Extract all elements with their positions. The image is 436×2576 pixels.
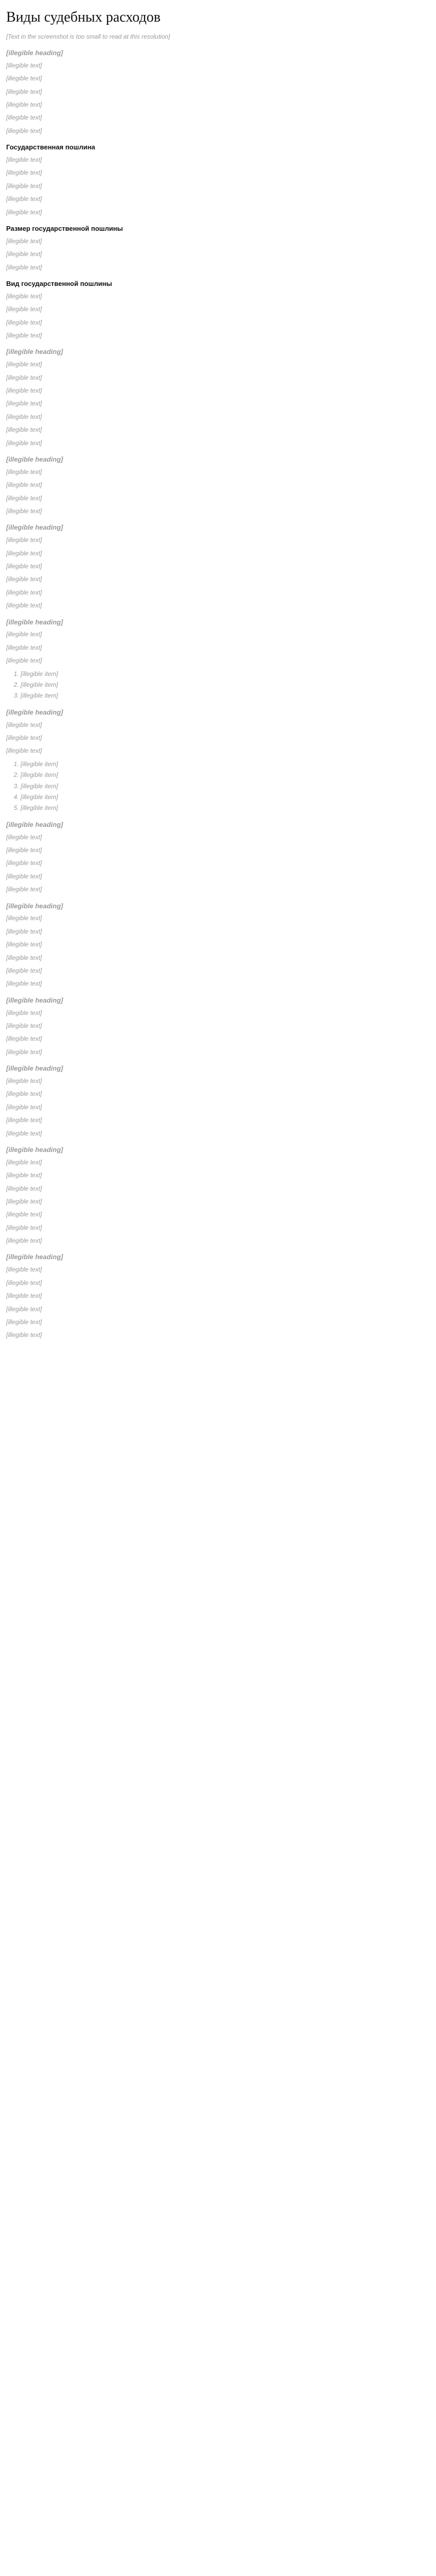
paragraph: [illegible text] xyxy=(6,182,42,190)
section-heading: [illegible heading] xyxy=(6,523,63,532)
ordered-list xyxy=(6,760,430,813)
paragraph: [illegible text] xyxy=(6,400,42,408)
section-heading: [illegible heading] xyxy=(6,708,63,716)
article-section xyxy=(6,618,430,701)
paragraph: [illegible text] xyxy=(6,195,42,203)
paragraph: [illegible text] xyxy=(6,833,42,841)
list-item: 4. [illegible item] xyxy=(21,793,430,802)
paragraph: [illegible text] xyxy=(6,1129,42,1137)
article-section xyxy=(6,1064,430,1138)
paragraph: [illegible text] xyxy=(6,1077,42,1084)
paragraph: [illegible text] xyxy=(6,88,42,95)
section-heading: [illegible heading] xyxy=(6,902,63,910)
paragraph: [illegible text] xyxy=(6,156,42,164)
paragraph: [illegible text] xyxy=(6,914,42,922)
paragraph: [illegible text] xyxy=(6,292,42,300)
paragraph: [illegible text] xyxy=(6,387,42,395)
paragraph: [illegible text] xyxy=(6,426,42,434)
paragraph: [illegible text] xyxy=(6,657,42,665)
article-section xyxy=(6,523,430,610)
section-heading: [illegible heading] xyxy=(6,996,63,1004)
paragraph: [illegible text] xyxy=(6,927,42,935)
paragraph: [illegible text] xyxy=(6,127,42,134)
paragraph: [illegible text] xyxy=(6,846,42,854)
illegible-notice: [Text in the screenshot is too small to read at this resolution] xyxy=(6,32,170,40)
article-section xyxy=(6,1252,430,1340)
section-heading: [illegible heading] xyxy=(6,348,63,356)
article-section xyxy=(6,224,430,272)
paragraph: [illegible text] xyxy=(6,1158,42,1166)
section-heading: [illegible heading] xyxy=(6,1253,63,1261)
section-heading: Государственная пошлина xyxy=(6,143,95,151)
paragraph: [illegible text] xyxy=(6,1318,42,1326)
paragraph: [illegible text] xyxy=(6,1048,42,1056)
paragraph: [illegible text] xyxy=(6,306,42,313)
section-heading: Вид государственной пошлины xyxy=(6,279,112,287)
section-heading: Размер государственной пошлины xyxy=(6,224,123,232)
list-item: 5. [illegible item] xyxy=(21,804,430,812)
paragraph: [illegible text] xyxy=(6,588,42,596)
paragraph: [illegible text] xyxy=(6,859,42,867)
paragraph: [illegible text] xyxy=(6,886,42,893)
paragraph: [illegible text] xyxy=(6,169,42,177)
article-section xyxy=(6,820,430,894)
paragraph: [illegible text] xyxy=(6,563,42,570)
list-item: 2. [illegible item] xyxy=(21,771,430,779)
paragraph: [illegible text] xyxy=(6,980,42,988)
section-heading: [illegible heading] xyxy=(6,1145,63,1154)
paragraph: [illegible text] xyxy=(6,101,42,108)
paragraph: [illegible text] xyxy=(6,1022,42,1029)
paragraph: [illegible text] xyxy=(6,734,42,741)
paragraph: [illegible text] xyxy=(6,872,42,880)
paragraph: [illegible text] xyxy=(6,208,42,216)
paragraph: [illegible text] xyxy=(6,1266,42,1274)
paragraph: [illegible text] xyxy=(6,536,42,544)
paragraph: [illegible text] xyxy=(6,1035,42,1043)
section-heading: [illegible heading] xyxy=(6,618,63,626)
section-heading: [illegible heading] xyxy=(6,820,63,828)
paragraph: [illegible text] xyxy=(6,941,42,948)
paragraph: [illegible text] xyxy=(6,250,42,258)
article-section xyxy=(6,143,430,217)
paragraph: [illegible text] xyxy=(6,721,42,728)
paragraph: [illegible text] xyxy=(6,507,42,515)
article-section xyxy=(6,1145,430,1246)
paragraph: [illegible text] xyxy=(6,954,42,961)
paragraph: [illegible text] xyxy=(6,1009,42,1016)
paragraph: [illegible text] xyxy=(6,1116,42,1124)
paragraph: [illegible text] xyxy=(6,237,42,245)
section-heading: [illegible heading] xyxy=(6,48,63,57)
paragraph: [illegible text] xyxy=(6,361,42,368)
list-item: 1. [illegible item] xyxy=(21,760,430,769)
paragraph: [illegible text] xyxy=(6,1292,42,1300)
paragraph: [illegible text] xyxy=(6,468,42,476)
article-section xyxy=(6,455,430,516)
article-section xyxy=(6,708,430,813)
paragraph: [illegible text] xyxy=(6,494,42,502)
section-heading: [illegible heading] xyxy=(6,1064,63,1073)
paragraph: [illegible text] xyxy=(6,114,42,122)
article-body xyxy=(6,48,430,1340)
paragraph: [illegible text] xyxy=(6,1172,42,1179)
paragraph: [illegible text] xyxy=(6,1103,42,1111)
article-section xyxy=(6,279,430,340)
paragraph: [illegible text] xyxy=(6,1184,42,1192)
paragraph: [illegible text] xyxy=(6,318,42,326)
paragraph: [illegible text] xyxy=(6,643,42,651)
paragraph: [illegible text] xyxy=(6,439,42,447)
paragraph: [illegible text] xyxy=(6,1305,42,1313)
article-section xyxy=(6,996,430,1057)
paragraph: [illegible text] xyxy=(6,967,42,974)
paragraph: [illegible text] xyxy=(6,413,42,420)
list-item: 3. [illegible item] xyxy=(21,782,430,791)
paragraph: [illegible text] xyxy=(6,61,42,69)
paragraph: [illegible text] xyxy=(6,631,42,638)
ordered-list xyxy=(6,670,430,701)
paragraph: [illegible text] xyxy=(6,1331,42,1339)
paragraph: [illegible text] xyxy=(6,75,42,82)
paragraph: [illegible text] xyxy=(6,1237,42,1245)
paragraph: [illegible text] xyxy=(6,332,42,339)
paragraph: [illegible text] xyxy=(6,1224,42,1231)
paragraph: [illegible text] xyxy=(6,263,42,271)
paragraph: [illegible text] xyxy=(6,1211,42,1218)
paragraph: [illegible text] xyxy=(6,602,42,609)
paragraph: [illegible text] xyxy=(6,481,42,489)
list-item: 2. [illegible item] xyxy=(21,681,430,689)
article-section xyxy=(6,347,430,448)
paragraph: [illegible text] xyxy=(6,549,42,557)
paragraph: [illegible text] xyxy=(6,575,42,583)
paragraph: [illegible text] xyxy=(6,374,42,381)
list-item: 3. [illegible item] xyxy=(21,691,430,700)
page-title: Виды судебных расходов xyxy=(6,9,161,25)
paragraph: [illegible text] xyxy=(6,1090,42,1098)
list-item: 1. [illegible item] xyxy=(21,670,430,679)
article-section xyxy=(6,48,430,135)
paragraph: [illegible text] xyxy=(6,1197,42,1205)
paragraph: [illegible text] xyxy=(6,747,42,755)
article-section xyxy=(6,902,430,989)
section-heading: [illegible heading] xyxy=(6,455,63,463)
paragraph: [illegible text] xyxy=(6,1279,42,1286)
